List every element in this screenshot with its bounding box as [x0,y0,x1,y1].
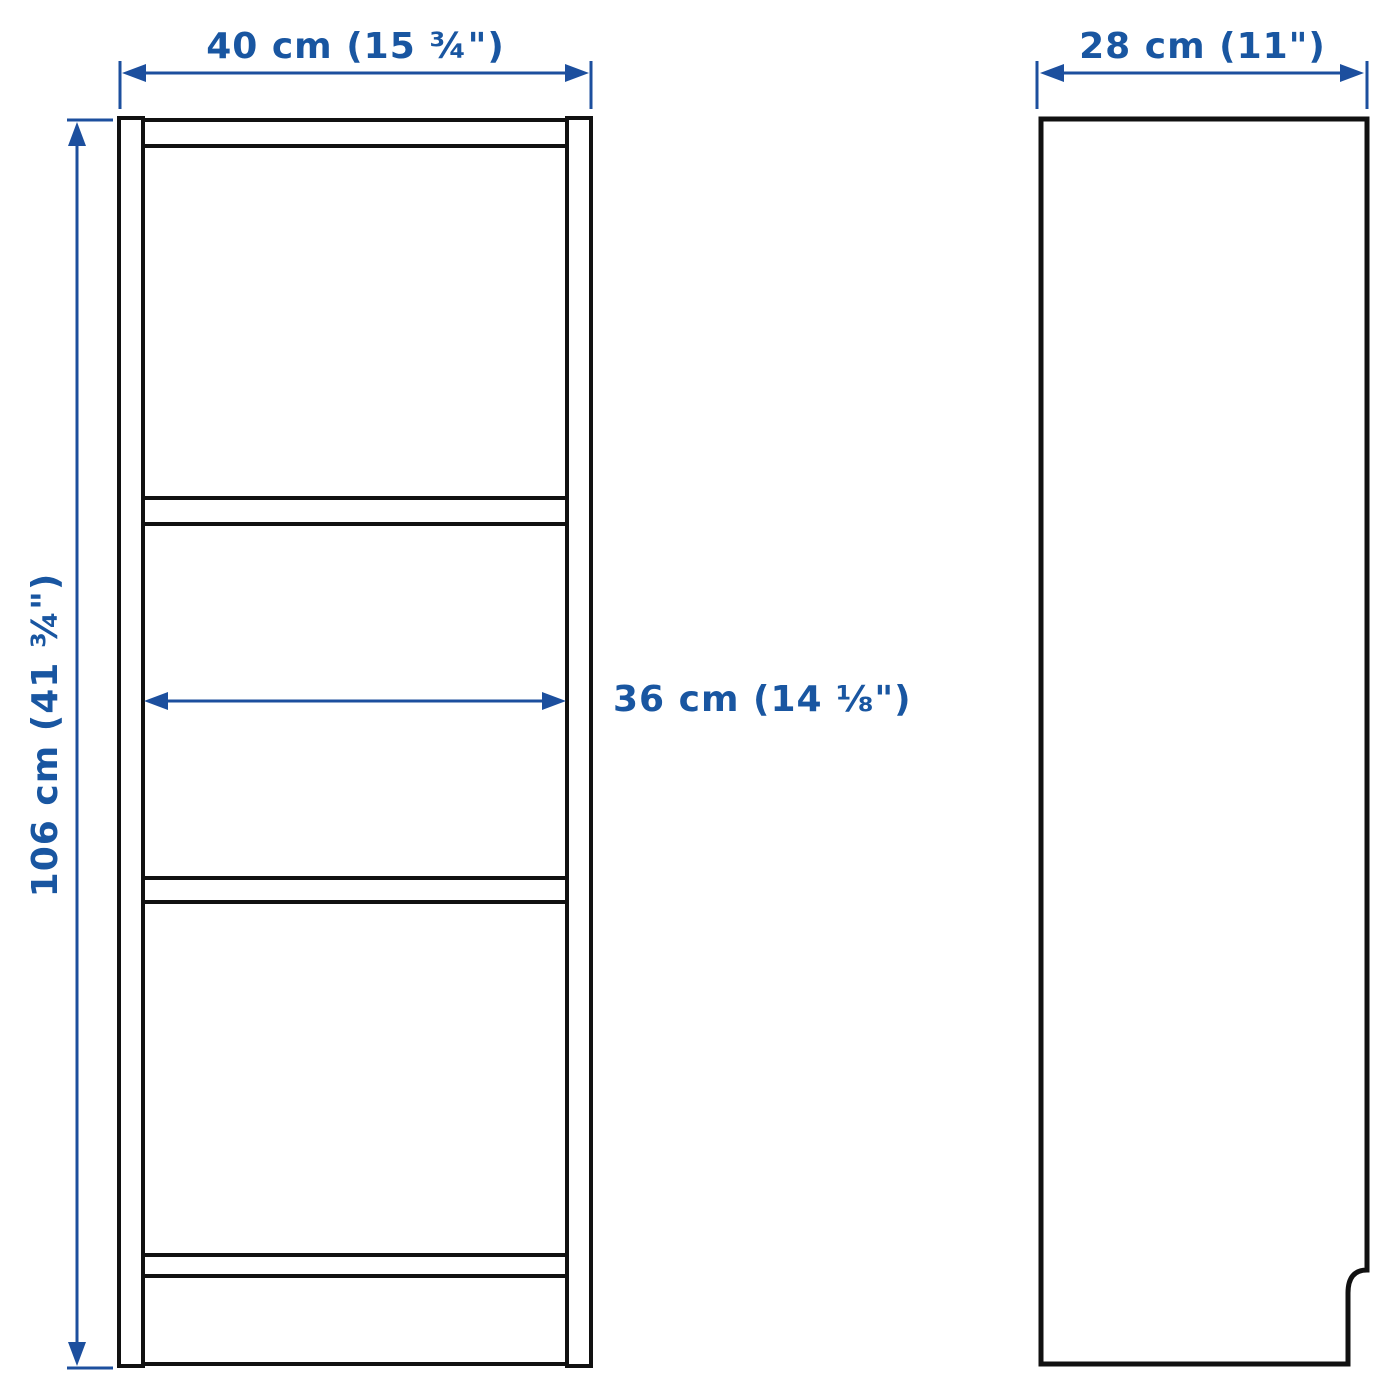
inner-width-dimension-line [144,692,566,710]
arrow-up-icon [68,122,86,146]
depth-dimension-label: 28 cm (11") [1079,26,1326,67]
front-right-stile [567,118,591,1366]
front-left-stile [119,118,143,1366]
height-dimension-line [67,120,113,1368]
side-panel-outline [1041,119,1367,1364]
arrow-right-icon [542,692,566,710]
side-view-drawing [1041,119,1367,1364]
depth-dimension-line [1037,61,1367,109]
height-dimension-label: 106 cm (41 ¾") [25,572,66,898]
arrow-down-icon [68,1342,86,1366]
width-dimension-line [120,61,591,109]
front-view-drawing [119,118,591,1366]
inner-width-dimension-label: 36 cm (14 ⅛") [613,679,912,720]
arrow-left-icon [144,692,168,710]
width-dimension-label: 40 cm (15 ¾") [206,26,505,67]
